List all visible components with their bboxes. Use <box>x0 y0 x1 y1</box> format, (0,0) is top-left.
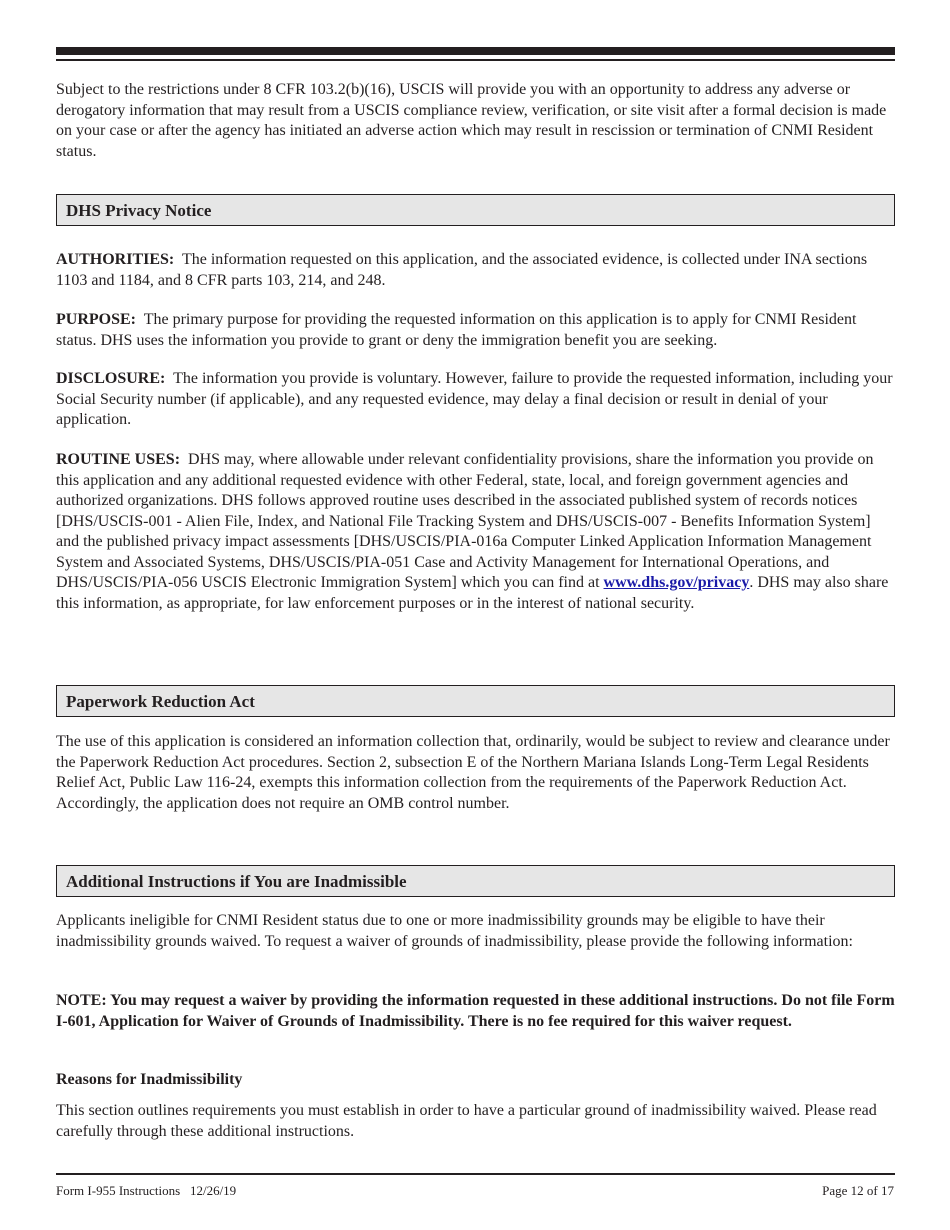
routine-uses-label: ROUTINE USES: <box>56 451 181 468</box>
privacy-notice-header <box>56 194 895 226</box>
purpose-paragraph <box>56 310 896 351</box>
paperwork-act-title: Paperwork Reduction Act <box>66 692 255 711</box>
inadmissible-header <box>56 865 895 897</box>
paperwork-paragraph: The use of this application is considered an information collection that, ordinarily, would be subject to review and clearance under the Paperwork Reduction Act procedures. Section 2, subsection E of the Northern Mariana Islands Long-Term Legal Residents Relief Act, Public Law 116-24, exempts this information collection from the requirements of the Paperwork Reduction Act. Accordingly, the application does not require an OMB control number. <box>56 733 890 812</box>
top-rule-thick <box>56 47 895 55</box>
intro-paragraph: Subject to the restrictions under 8 CFR 103.2(b)(16), USCIS will provide you with an opportunity to address any adverse or derogatory information that may result from a USCIS compliance review, verification, or site visit after a formal decision is made on your case or after the agency has initiated an adverse action which may result in rescission or termination of CNMI Resident status. <box>56 81 887 160</box>
reasons-paragraph: This section outlines requirements you must establish in order to have a particular ground of inadmissibility waived. Please read carefully through these additional instructions. <box>56 1102 877 1140</box>
disclosure-label: DISCLOSURE: <box>56 370 166 387</box>
disclosure-text: The information you provide is voluntary. However, failure to provide the requested information, including your Social Security number (if applicable), and any requested evidence, may delay a final decision or result in denial of your application. <box>56 370 893 428</box>
dhs-privacy-link[interactable]: www.dhs.gov/privacy <box>603 574 750 591</box>
top-rule-thin <box>56 59 895 61</box>
purpose-label: PURPOSE: <box>56 311 136 328</box>
routine-uses-paragraph <box>56 450 896 614</box>
routine-uses-text-end: . DHS may also share this information, as appropriate, for law enforcement purposes or in the interest of national security. <box>56 574 889 612</box>
purpose-text: The primary purpose for providing the requested information on this application is to apply for CNMI Resident status. DHS uses the information you provide to grant or deny the immigration benefit you are seeking. <box>56 311 857 349</box>
page-number: Page 12 of 17 <box>822 1183 894 1198</box>
reasons-heading: Reasons for Inadmissibility <box>56 1071 243 1088</box>
footer-rule <box>56 1173 895 1175</box>
paperwork-act-header <box>56 685 895 717</box>
authorities-label: AUTHORITIES: <box>56 251 175 268</box>
form-label: Form I-955 Instructions 12/26/19 <box>56 1183 237 1198</box>
inadmissible-paragraph: Applicants ineligible for CNMI Resident status due to one or more inadmissibility grounds may be eligible to have their inadmissibility grounds waived. To request a waiver of grounds of inadmissibility, please provide the following information: <box>56 912 853 950</box>
privacy-notice-title: DHS Privacy Notice <box>66 201 212 220</box>
authorities-paragraph <box>56 250 896 291</box>
disclosure-paragraph <box>56 369 896 431</box>
inadmissible-title: Additional Instructions if You are Inadmissible <box>66 872 407 891</box>
waiver-note: NOTE: You may request a waiver by providing the information requested in these additional instructions. Do not file Form I-601, Application for Waiver of Grounds of Inadmissibility. There is no fee required for this waiver request. <box>56 992 895 1030</box>
authorities-text: The information requested on this application, and the associated evidence, is collected under INA sections 1103 and 1184, and 8 CFR parts 103, 214, and 248. <box>56 251 868 289</box>
routine-uses-text: DHS may, where allowable under relevant confidentiality provisions, share the information you provide on this application and any additional requested evidence with other Federal, state, local, and foreign government agencies and authorized organizations. DHS follows approved routine uses described in the associated published system of records notices [DHS/USCIS-001 - Alien File, Index, and National File Tracking System and DHS/USCIS-007 - Benefits Information System] and the published privacy impact assessments [DHS/USCIS/PIA-016a Computer Linked Application Information Management System and Associated Systems, DHS/USCIS/PIA-051 Case and Activity Management for International Operations, and DHS/USCIS/PIA-056 USCIS Electronic Immigration System] which you can find at <box>56 451 874 591</box>
